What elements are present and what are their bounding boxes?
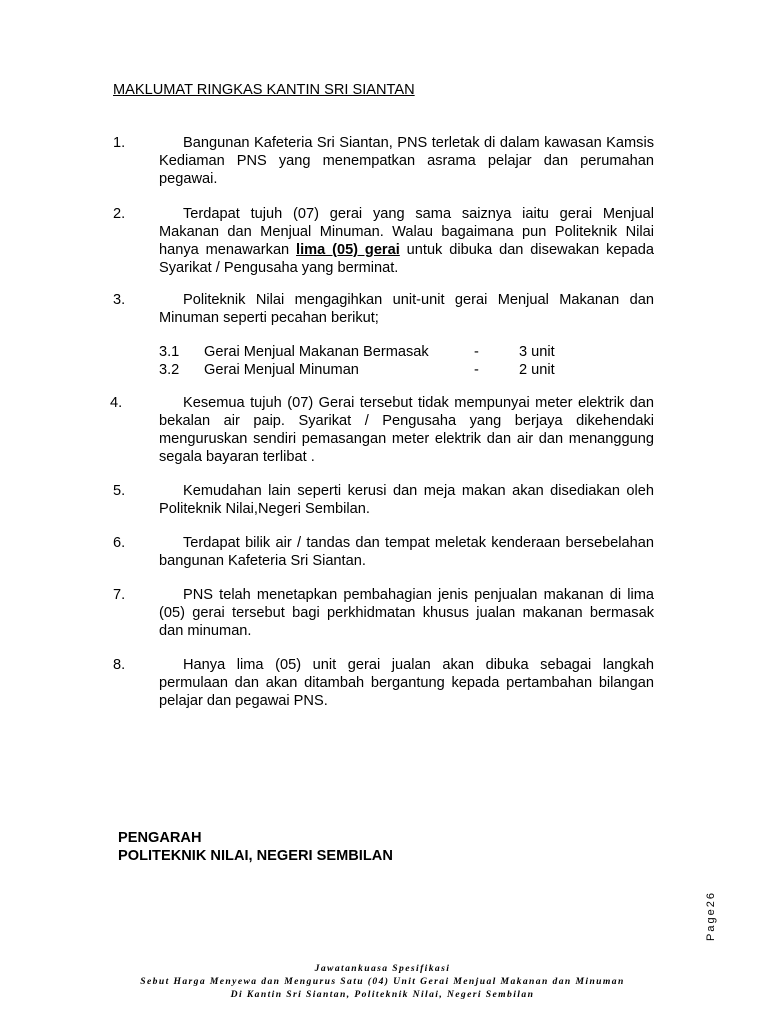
item-text-before: Terdapat tujuh (07) gerai yang sama saiznya iaitu gerai Menjual Makanan dan Menjual Minuman. Walau bagaimana pun Politeknik Nilai hanya menawarkan [159, 206, 654, 258]
item-text: Terdapat bilik air / tandas dan tempat meletak kenderaan bersebelahan bangunan Kafeteria Sri Siantan. [159, 535, 654, 569]
sub-item-value: 2 unit [519, 362, 555, 378]
item-number: 4. [110, 395, 123, 411]
signatory-title: PENGARAH [118, 830, 202, 846]
item-text: Bangunan Kafeteria Sri Siantan, PNS terletak di dalam kawasan Kamsis Kediaman PNS yang menempatkan asrama pelajar dan perumahan pegawai. [159, 135, 654, 187]
sub-item-dash: - [474, 362, 479, 378]
page-number-label: Page26 [704, 891, 717, 941]
item-number: 5. [113, 483, 126, 499]
item-text: Politeknik Nilai mengagihkan unit-unit gerai Menjual Makanan dan Minuman seperti pecahan berikut; [159, 292, 654, 326]
document-title: MAKLUMAT RINGKAS KANTIN SRI SIANTAN [113, 82, 415, 98]
footer-line-subject: Sebut Harga Menyewa dan Mengurus Satu (04) Unit Gerai Menjual Makanan dan Minuman [140, 976, 625, 987]
sub-item [159, 361, 559, 379]
item-number: 6. [113, 535, 126, 551]
sub-item-number: 3.2 [159, 362, 180, 378]
list-item [113, 482, 654, 518]
sub-item-dash: - [474, 344, 479, 360]
sub-item-value: 3 unit [519, 344, 555, 360]
sub-item-label: Gerai Menjual Makanan Bermasak [204, 344, 429, 360]
item-text: Kesemua tujuh (07) Gerai tersebut tidak mempunyai meter elektrik dan bekalan air paip. Syarikat / Pengusaha yang berjaya dikehendaki menguruskan sendiri pemasangan meter elektrik dan air dan menanggung segala bayaran terlibat . [159, 395, 654, 465]
item-text: Hanya lima (05) unit gerai jualan akan dibuka sebagai langkah permulaan dan akan ditambah bergantung kepada pertambahan bilangan pelajar dan pegawai PNS. [159, 657, 654, 709]
sub-item-label: Gerai Menjual Minuman [204, 362, 359, 378]
list-item [113, 205, 654, 277]
list-item [110, 394, 654, 466]
list-item [113, 534, 654, 570]
item-number: 3. [113, 292, 126, 308]
footer-line-location: Di Kantin Sri Siantan, Politeknik Nilai, Negeri Sembilan [230, 989, 535, 1000]
page-number [700, 891, 724, 941]
item-text: PNS telah menetapkan pembahagian jenis penjualan makanan di lima (05) gerai tersebut bagi perkhidmatan khusus jualan makanan bermasak dan minuman. [159, 587, 654, 639]
page-footer [110, 962, 655, 1001]
item-number: 7. [113, 587, 126, 603]
item-number: 1. [113, 135, 126, 151]
list-item [113, 291, 654, 327]
item-text [159, 205, 654, 277]
sub-item-number: 3.1 [159, 344, 180, 360]
sub-item [159, 343, 559, 361]
list-item [113, 656, 654, 710]
footer-line-committee: Jawatankuasa Spesifikasi [314, 963, 451, 974]
item-text-after: untuk dibuka dan disewakan kepada Syarikat / Pengusaha yang berminat. [159, 242, 654, 276]
item-number: 2. [113, 206, 126, 222]
item-text: Kemudahan lain seperti kerusi dan meja makan akan disediakan oleh Politeknik Nilai,Negeri Sembilan. [159, 483, 654, 517]
list-item [113, 134, 654, 188]
item-number: 8. [113, 657, 126, 673]
emphasis-text: lima (05) gerai [296, 242, 400, 258]
list-item [113, 586, 654, 640]
signatory-organization: POLITEKNIK NILAI, NEGERI SEMBILAN [118, 848, 393, 864]
